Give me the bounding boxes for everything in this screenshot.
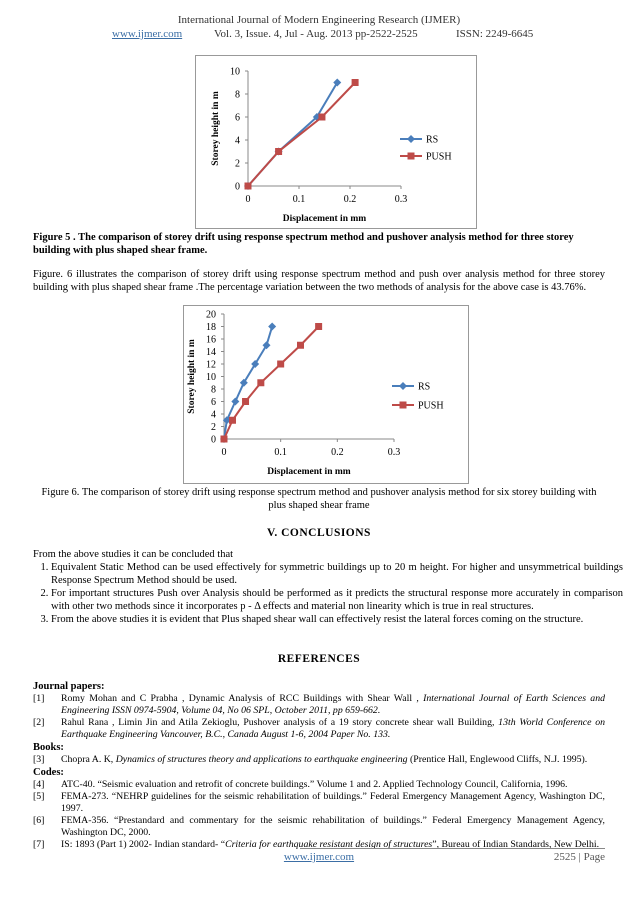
ref-text: FEMA-273. “NEHRP guidelines for the seismic rehabilitation of buildings.” Federal Emergency Management Agency, Washington DC, 1997. [61,791,605,814]
footer-url-link[interactable]: www.ijmer.com [283,851,355,863]
ref-number: [5] [33,791,45,802]
data-point-rs [268,323,276,331]
x-tick-label: 0.3 [394,194,408,205]
footer-page-number: 2525 | Page [553,851,605,863]
data-point-push [352,79,359,86]
figure-6-chart [183,305,469,484]
figure-5-svg [196,56,476,228]
reference-6 [33,815,605,839]
ref-text: IS: 1893 (Part 1) 2002- Indian standard- “Criteria for earthquake resistant design of structures”, Bureau of Indian Standards, New Delhi. [61,839,600,850]
y-tick-label: 10 [230,66,240,78]
series-line-push [224,327,319,440]
figure-6-svg [184,306,468,483]
legend-label-push: PUSH [418,400,444,412]
data-point-push [257,379,264,386]
legend-marker-rs [399,382,407,390]
x-axis-label: Displacement in mm [267,467,351,477]
figure-5-caption: Figure 5 . The comparison of storey drift using response spectrum method and pushover analysis method for three storey building with plus shaped shear frame. [33,232,574,256]
y-tick-label: 14 [206,347,216,358]
journal-title: International Journal of Modern Engineering Research (IJMER) [177,14,461,26]
x-axis-label: Displacement in mm [282,214,367,224]
conclusion-item: 3. From the above studies it is evident that Plus shaped shear wall can effectively resist the lateral forces coming on the structure. [51,613,623,626]
ref-text: ATC-40. “Seismic evaluation and retrofit of concrete buildings.” Volume 1 and 2. Applied Technology Council, California, 1996. [61,779,568,790]
reference-2 [33,717,605,741]
x-tick-label: 0.2 [343,194,357,205]
y-tick-label: 10 [206,372,216,383]
x-tick-label: 0 [245,194,251,205]
ref-text: Rahul Rana , Limin Jin and Atila Zekioglu, Pushover analysis of a 19 story concrete shear wall Building, 13th World Conference on Earthquake Engineering Vancouver, B.C., Canada August 1-6, 2004 Paper No. 133. [61,717,606,740]
reference-4 [33,779,605,791]
reference-5 [33,791,605,815]
header-issn: ISSN: 2249-6645 [456,28,534,40]
ref-category-codes: Codes: [33,767,64,778]
y-tick-label: 0 [235,181,240,193]
ref-number: [3] [33,754,45,765]
ref-text: FEMA-356. “Prestandard and commentary for the seismic rehabilitation of buildings.” Federal Emergency Management Agency, Washington DC, 2000. [61,815,605,838]
data-point-push [318,114,325,121]
references-list [33,680,605,851]
figure-5-chart [195,55,477,229]
reference-1 [33,693,605,717]
data-point-push [275,148,282,155]
x-tick-label: 0.1 [274,447,287,458]
data-point-push [315,323,322,330]
y-tick-label: 16 [206,334,216,346]
data-point-push [297,342,304,349]
y-tick-label: 8 [235,89,240,101]
data-point-push [242,398,249,405]
y-tick-label: 12 [206,359,216,371]
figure-6-caption: Figure 6. The comparison of storey drift using response spectrum method and pushover analysis method for six storey building with plus shaped shear frame [41,487,597,511]
data-point-push [277,361,284,368]
data-point-push [221,436,228,443]
ref-category-books: Books: [33,742,64,753]
data-point-push [229,417,236,424]
ref-category-journal: Journal papers: [33,681,105,692]
ref-number: [1] [33,693,45,704]
conclusions-heading: V. CONCLUSIONS [267,527,371,539]
legend-marker-rs [407,135,415,143]
legend-label-rs: RS [426,134,439,146]
legend-label-rs: RS [418,381,431,393]
legend-marker-push [408,153,415,160]
ref-number: [7] [33,839,45,850]
conclusions-intro: From the above studies it can be concluded that [33,549,234,560]
ref-number: [6] [33,815,45,826]
header-url-link[interactable]: www.ijmer.com [112,28,183,40]
y-tick-label: 0 [211,434,216,446]
conclusions-list [33,561,623,626]
header-volume: Vol. 3, Issue. 4, Jul - Aug. 2013 pp-2522-2525 [214,28,418,40]
series-line-push [248,83,355,187]
y-axis-label: Storey height in m [187,339,197,414]
conclusion-item: 2. For important structures Push over Analysis should be performed as it predicts the structural response more accurately in comparison with other two methods since it incorporates p - Δ effects and material non linearity which is true in real structures. [51,587,623,613]
conclusion-item: 1. Equivalent Static Method can be used effectively for symmetric buildings up to 20 m height. For higher and unsymmetrical buildings Response Spectrum Method should be used. [51,561,623,587]
y-tick-label: 2 [211,422,216,433]
y-tick-label: 2 [235,158,240,170]
x-tick-label: 0 [221,447,227,458]
y-tick-label: 4 [211,409,216,421]
x-tick-label: 0.1 [292,194,306,205]
legend-label-push: PUSH [426,151,452,163]
references-heading: REFERENCES [277,653,361,665]
y-tick-label: 8 [211,384,216,396]
legend-marker-push [400,402,407,409]
data-point-push [245,183,252,190]
y-tick-label: 4 [235,135,240,147]
data-point-rs [231,398,239,406]
footer-rule [300,848,605,849]
y-tick-label: 6 [235,112,240,124]
reference-3 [33,754,605,766]
y-axis-label: Storey height in m [211,91,221,166]
ref-text: Chopra A. K, Dynamics of structures theory and applications to earthquake engineering (Prentice Hall, Englewood Cliffs, N.J. 1995). [61,754,588,765]
y-tick-label: 20 [206,309,216,321]
figure-6-intro-paragraph: Figure. 6 illustrates the comparison of storey drift using response spectrum method and push over analysis method for three storey building with plus shaped shear frame .The percentage variation between the two methods of analysis for the above case is 43.76%. [33,269,605,293]
x-tick-label: 0.3 [387,447,401,458]
ref-number: [2] [33,717,45,728]
x-tick-label: 0.2 [331,447,344,458]
reference-7 [33,839,605,851]
y-tick-label: 6 [211,397,216,408]
y-tick-label: 18 [206,322,216,333]
ref-number: [4] [33,779,45,790]
ref-text: Romy Mohan and C Prabha , Dynamic Analysis of RCC Buildings with Shear Wall , International Journal of Earth Sciences and Engineering ISSN 0974-5904, Volume 04, No 06 SPL, October 2011, pp 659-662. [61,693,606,716]
